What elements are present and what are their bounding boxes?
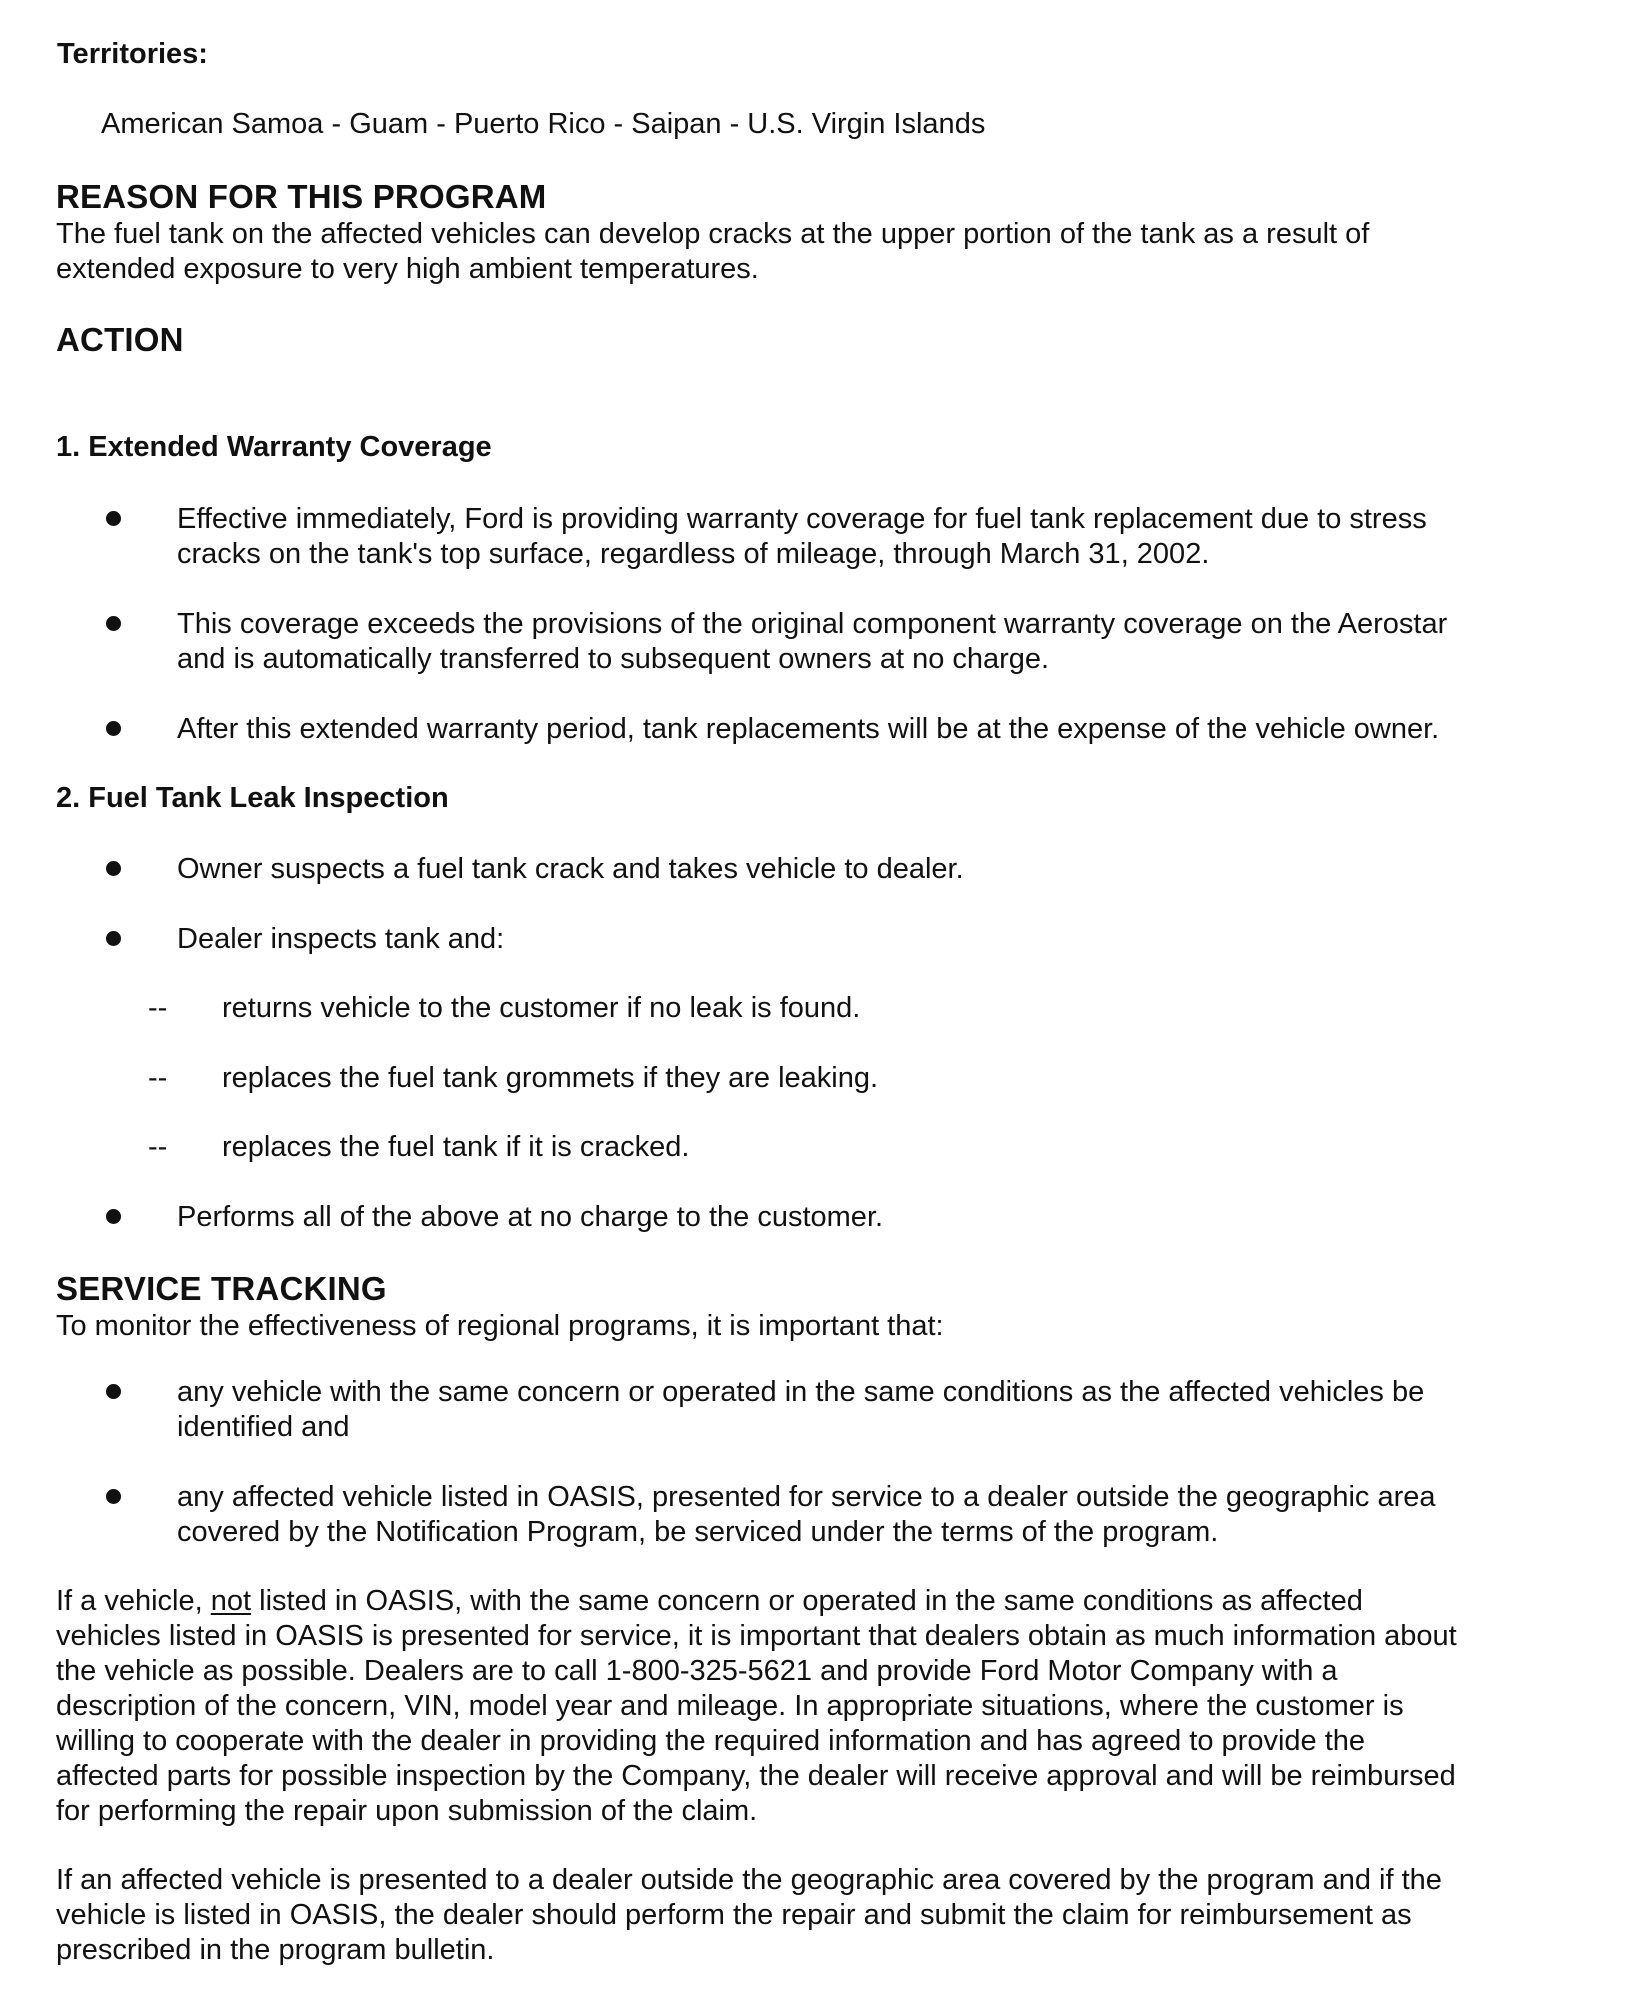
paragraph-1-line-5: willing to cooperate with the dealer in providing the required information and has agreed to provide the	[56, 1725, 1366, 1757]
paragraph-1-line-4: description of the concern, VIN, model year and mileage. In appropriate situations, where the customer is	[56, 1690, 1404, 1722]
territories-list: American Samoa - Guam - Puerto Rico - Saipan - U.S. Virgin Islands	[101, 108, 986, 140]
paragraph-2-line-1: If an affected vehicle is presented to a dealer outside the geographic area covered by the program and if the	[56, 1864, 1442, 1896]
paragraph-1-text: If a vehicle,	[56, 1585, 211, 1617]
paragraph-1-line-6: affected parts for possible inspection by the Company, the dealer will receive approval and will be reimbursed	[56, 1760, 1456, 1792]
tracking-bullet-2-line-1: any affected vehicle listed in OASIS, presented for service to a dealer outside the geographic area	[177, 1481, 1436, 1513]
inspection-sub-item-3: replaces the fuel tank if it is cracked.	[222, 1131, 690, 1163]
paragraph-2-line-2: vehicle is listed in OASIS, the dealer should perform the repair and submit the claim for reimbursement as	[56, 1899, 1412, 1931]
reason-heading: REASON FOR THIS PROGRAM	[56, 178, 547, 215]
bullet-icon	[106, 721, 121, 736]
warranty-bullet-3-line-1: After this extended warranty period, tank replacements will be at the expense of the vehicle owner.	[177, 713, 1440, 745]
paragraph-1-line-7: for performing the repair upon submission of the claim.	[56, 1795, 758, 1827]
territories-label: Territories:	[57, 38, 208, 70]
inspection-bullet-1: Owner suspects a fuel tank crack and takes vehicle to dealer.	[177, 853, 964, 885]
action-heading: ACTION	[56, 321, 184, 358]
dash-marker: --	[148, 992, 168, 1024]
tracking-bullet-1-line-2: identified and	[177, 1411, 350, 1443]
bullet-icon	[106, 861, 121, 876]
warranty-bullet-1-line-1: Effective immediately, Ford is providing warranty coverage for fuel tank replacement due to stress	[177, 503, 1427, 535]
dash-marker: --	[148, 1131, 168, 1163]
warranty-bullet-2-line-1: This coverage exceeds the provisions of the original component warranty coverage on the Aerostar	[177, 608, 1448, 640]
dash-marker: --	[148, 1062, 168, 1094]
bullet-icon	[106, 1384, 121, 1399]
tracking-bullet-2-line-2: covered by the Notification Program, be serviced under the terms of the program.	[177, 1516, 1219, 1548]
bullet-icon	[106, 931, 121, 946]
inspection-sub-item-1: returns vehicle to the customer if no leak is found.	[222, 992, 861, 1024]
extended-warranty-title: 1. Extended Warranty Coverage	[56, 431, 492, 463]
paragraph-2-line-3: prescribed in the program bulletin.	[56, 1934, 495, 1966]
paragraph-1-line-2: vehicles listed in OASIS is presented for service, it is important that dealers obtain as much information about	[56, 1620, 1457, 1652]
service-tracking-intro: To monitor the effectiveness of regional programs, it is important that:	[56, 1310, 944, 1342]
paragraph-1-line-1	[56, 1584, 1363, 1619]
reason-line-1: The fuel tank on the affected vehicles can develop cracks at the upper portion of the tank as a result of	[56, 218, 1370, 250]
reason-line-2: extended exposure to very high ambient temperatures.	[56, 253, 759, 285]
bullet-icon	[106, 1489, 121, 1504]
warranty-bullet-2-line-2: and is automatically transferred to subsequent owners at no charge.	[177, 643, 1050, 675]
paragraph-1-line-3: the vehicle as possible. Dealers are to call 1-800-325-5621 and provide Ford Motor Company with a	[56, 1655, 1338, 1687]
service-tracking-heading: SERVICE TRACKING	[56, 1270, 387, 1307]
bullet-icon	[106, 1209, 121, 1224]
inspection-bullet-3: Performs all of the above at no charge to the customer.	[177, 1201, 884, 1233]
not-emphasis: not	[210, 1585, 252, 1617]
bullet-icon	[106, 616, 121, 631]
tracking-bullet-1-line-1: any vehicle with the same concern or operated in the same conditions as the affected vehicles be	[177, 1376, 1425, 1408]
paragraph-1-text: listed in OASIS, with the same concern or operated in the same conditions as affected	[251, 1585, 1363, 1617]
warranty-bullet-1-line-2: cracks on the tank's top surface, regardless of mileage, through March 31, 2002.	[177, 538, 1210, 570]
leak-inspection-title: 2. Fuel Tank Leak Inspection	[56, 782, 449, 814]
inspection-sub-item-2: replaces the fuel tank grommets if they are leaking.	[222, 1062, 879, 1094]
inspection-bullet-2: Dealer inspects tank and:	[177, 923, 505, 955]
bullet-icon	[106, 511, 121, 526]
